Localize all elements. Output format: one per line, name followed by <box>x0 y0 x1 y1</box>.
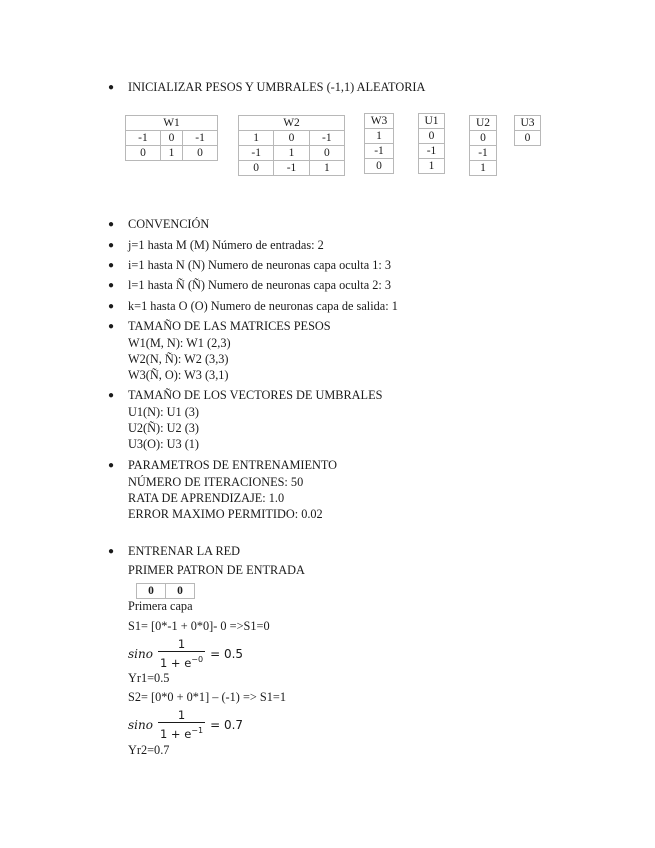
table-cell: 1 <box>419 159 445 174</box>
yr1-value: Yr1=0.5 <box>128 671 170 685</box>
bullet-icon: ● <box>108 219 115 230</box>
list-item: k=1 hasta O (O) Numero de neuronas capa de salida: 1 <box>128 299 398 313</box>
table-cell: 0 <box>419 129 445 144</box>
table-u1 <box>418 113 445 174</box>
vectors-heading: TAMAÑO DE LOS VECTORES DE UMBRALES <box>128 388 383 402</box>
formula-result: = 0.7 <box>210 717 244 732</box>
list-item: i=1 hasta N (N) Numero de neuronas capa oculta 1: 3 <box>128 258 392 272</box>
bullet-icon: ● <box>108 301 115 312</box>
table-cell: -1 <box>419 144 445 159</box>
table-cell: 1 <box>365 129 394 144</box>
exponent: −0 <box>191 655 204 664</box>
table-w3 <box>364 113 394 174</box>
sigmoid-formula-2 <box>128 709 243 741</box>
bullet-icon: ● <box>108 280 115 291</box>
numerator: 1 <box>177 637 186 651</box>
table-u3 <box>514 115 541 146</box>
matrices-heading: TAMAÑO DE LAS MATRICES PESOS <box>128 319 331 333</box>
init-heading: INICIALIZAR PESOS Y UMBRALES (-1,1) ALEATORIA <box>128 80 426 94</box>
table-cell: 1 <box>274 146 309 161</box>
table-w1 <box>125 115 218 161</box>
list-item: U2(Ñ): U2 (3) <box>128 421 200 435</box>
list-item: W2(N, Ñ): W2 (3,3) <box>128 352 229 366</box>
denominator <box>158 722 205 741</box>
convention-heading: CONVENCIÓN <box>128 217 210 231</box>
bullet-icon: ● <box>108 260 115 271</box>
table-cell: 0 <box>239 161 274 176</box>
table-cell: 1 <box>309 161 344 176</box>
table-cell: 0 <box>274 131 309 146</box>
table-header: W3 <box>365 114 394 129</box>
denominator-base: 1 + e <box>159 726 192 741</box>
table-header: W1 <box>126 116 218 131</box>
numerator: 1 <box>177 708 186 722</box>
table-cell: -1 <box>126 131 161 146</box>
table-cell: 0 <box>515 131 541 146</box>
table-cell: 0 <box>137 584 166 599</box>
table-cell: 0 <box>309 146 344 161</box>
table-cell: 1 <box>470 161 497 176</box>
s2-equation: S2= [0*0 + 0*1] – (-1) => S1=1 <box>128 690 286 704</box>
table-u2 <box>469 115 497 176</box>
table-header: U1 <box>419 114 445 129</box>
table-cell: 1 <box>239 131 274 146</box>
params-heading: PARAMETROS DE ENTRENAMIENTO <box>128 458 338 472</box>
table-cell: 0 <box>365 159 394 174</box>
fraction <box>158 709 205 741</box>
bullet-icon: ● <box>108 546 115 557</box>
formula-result: = 0.5 <box>210 646 244 661</box>
list-item: l=1 hasta Ñ (Ñ) Numero de neuronas capa oculta 2: 3 <box>128 278 392 292</box>
list-item: j=1 hasta M (M) Número de entradas: 2 <box>128 238 324 252</box>
table-cell: 0 <box>166 584 195 599</box>
table-cell: 0 <box>183 146 218 161</box>
bullet-icon: ● <box>108 82 115 93</box>
denominator-base: 1 + e <box>159 655 192 670</box>
table-cell: -1 <box>274 161 309 176</box>
exponent: −1 <box>191 726 204 735</box>
s1-equation: S1= [0*-1 + 0*0]- 0 =>S1=0 <box>128 619 270 633</box>
table-cell: -1 <box>183 131 218 146</box>
table-header: U2 <box>470 116 497 131</box>
table-cell: -1 <box>309 131 344 146</box>
table-cell: 0 <box>470 131 497 146</box>
table-cell: 0 <box>126 146 161 161</box>
list-item: W3(Ñ, O): W3 (3,1) <box>128 368 229 382</box>
list-item: U1(N): U1 (3) <box>128 405 200 419</box>
list-item: NÚMERO DE ITERACIONES: 50 <box>128 475 304 489</box>
bullet-icon: ● <box>108 321 115 332</box>
table-header: U3 <box>515 116 541 131</box>
formula-prefix: sino <box>128 717 153 732</box>
yr2-value: Yr2=0.7 <box>128 743 170 757</box>
list-item: W1(M, N): W1 (2,3) <box>128 336 231 350</box>
list-item: U3(O): U3 (1) <box>128 437 200 451</box>
table-cell: -1 <box>470 146 497 161</box>
table-header: W2 <box>239 116 345 131</box>
formula-prefix: sino <box>128 646 153 661</box>
table-cell: -1 <box>239 146 274 161</box>
list-item: RATA DE APRENDIZAJE: 1.0 <box>128 491 285 505</box>
table-w2 <box>238 115 345 176</box>
bullet-icon: ● <box>108 460 115 471</box>
sigmoid-formula-1 <box>128 638 243 670</box>
input-pattern-table <box>136 583 195 599</box>
table-cell: 0 <box>160 131 182 146</box>
pattern-heading: PRIMER PATRON DE ENTRADA <box>128 563 305 577</box>
denominator <box>158 651 205 670</box>
layer-label: Primera capa <box>128 599 193 613</box>
fraction <box>158 638 205 670</box>
bullet-icon: ● <box>108 390 115 401</box>
table-cell: 1 <box>160 146 182 161</box>
list-item: ERROR MAXIMO PERMITIDO: 0.02 <box>128 507 323 521</box>
bullet-icon: ● <box>108 240 115 251</box>
table-cell: -1 <box>365 144 394 159</box>
train-heading: ENTRENAR LA RED <box>128 544 241 558</box>
